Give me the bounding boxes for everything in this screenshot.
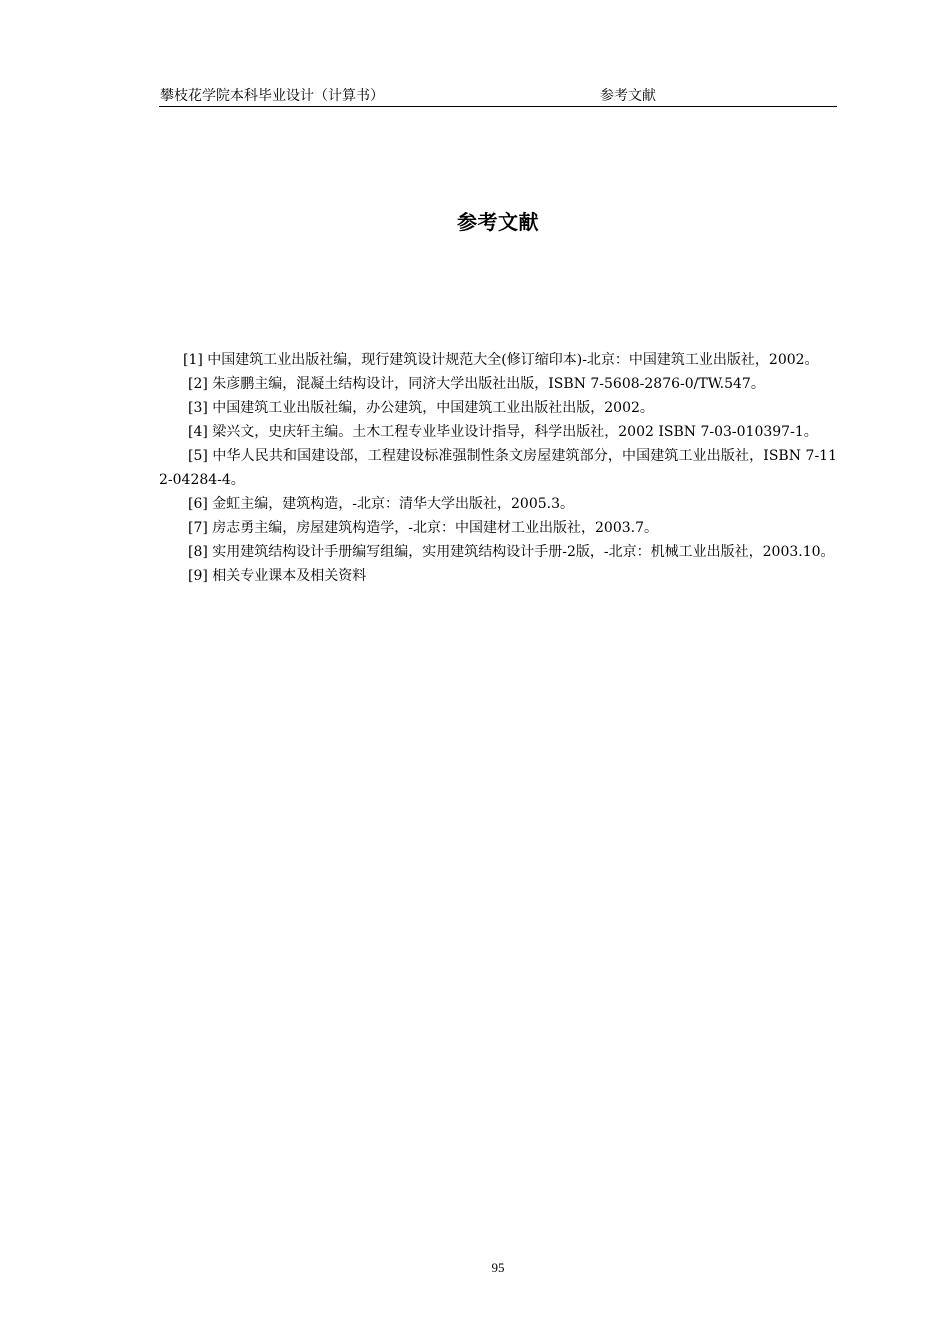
page-header [159, 86, 837, 107]
reference-item-8: [8] 实用建筑结构设计手册编写组编，实用建筑结构设计手册-2版，-北京：机械工业出版社，2003.10。 [188, 544, 835, 560]
page-title: 参考文献 [457, 210, 539, 234]
reference-item-1: [1] 中国建筑工业出版社编，现行建筑设计规范大全(修订缩印本)-北京：中国建筑工业出版社，2002。 [183, 352, 819, 368]
header-thesis-title: 攀枝花学院本科毕业设计（计算书） [160, 88, 384, 104]
reference-item-9: [9] 相关专业课本及相关资料 [188, 568, 367, 584]
reference-item-4: [4] 梁兴文，史庆轩主编。土木工程专业毕业设计指导，科学出版社，2002 ISBN 7-03-010397-1。 [188, 424, 818, 440]
reference-item-7: [7] 房志勇主编，房屋建筑构造学，-北京：中国建材工业出版社，2003.7。 [188, 520, 658, 536]
reference-list [159, 348, 837, 588]
page-number: 95 [491, 1260, 505, 1275]
header-section-title: 参考文献 [600, 88, 656, 104]
reference-item-6: [6] 金虹主编，建筑构造，-北京：清华大学出版社，2005.3。 [188, 496, 574, 512]
reference-item-3: [3] 中国建筑工业出版社编，办公建筑，中国建筑工业出版社出版，2002。 [188, 400, 654, 416]
reference-item-5: [5] 中华人民共和国建设部，工程建设标准强制性条文房屋建筑部分，中国建筑工业出版社，ISBN 7-112-04284-4。 [159, 448, 837, 488]
reference-item-2: [2] 朱彦鹏主编，混凝土结构设计，同济大学出版社出版，ISBN 7-5608-2876-0/TW.547。 [188, 376, 765, 392]
